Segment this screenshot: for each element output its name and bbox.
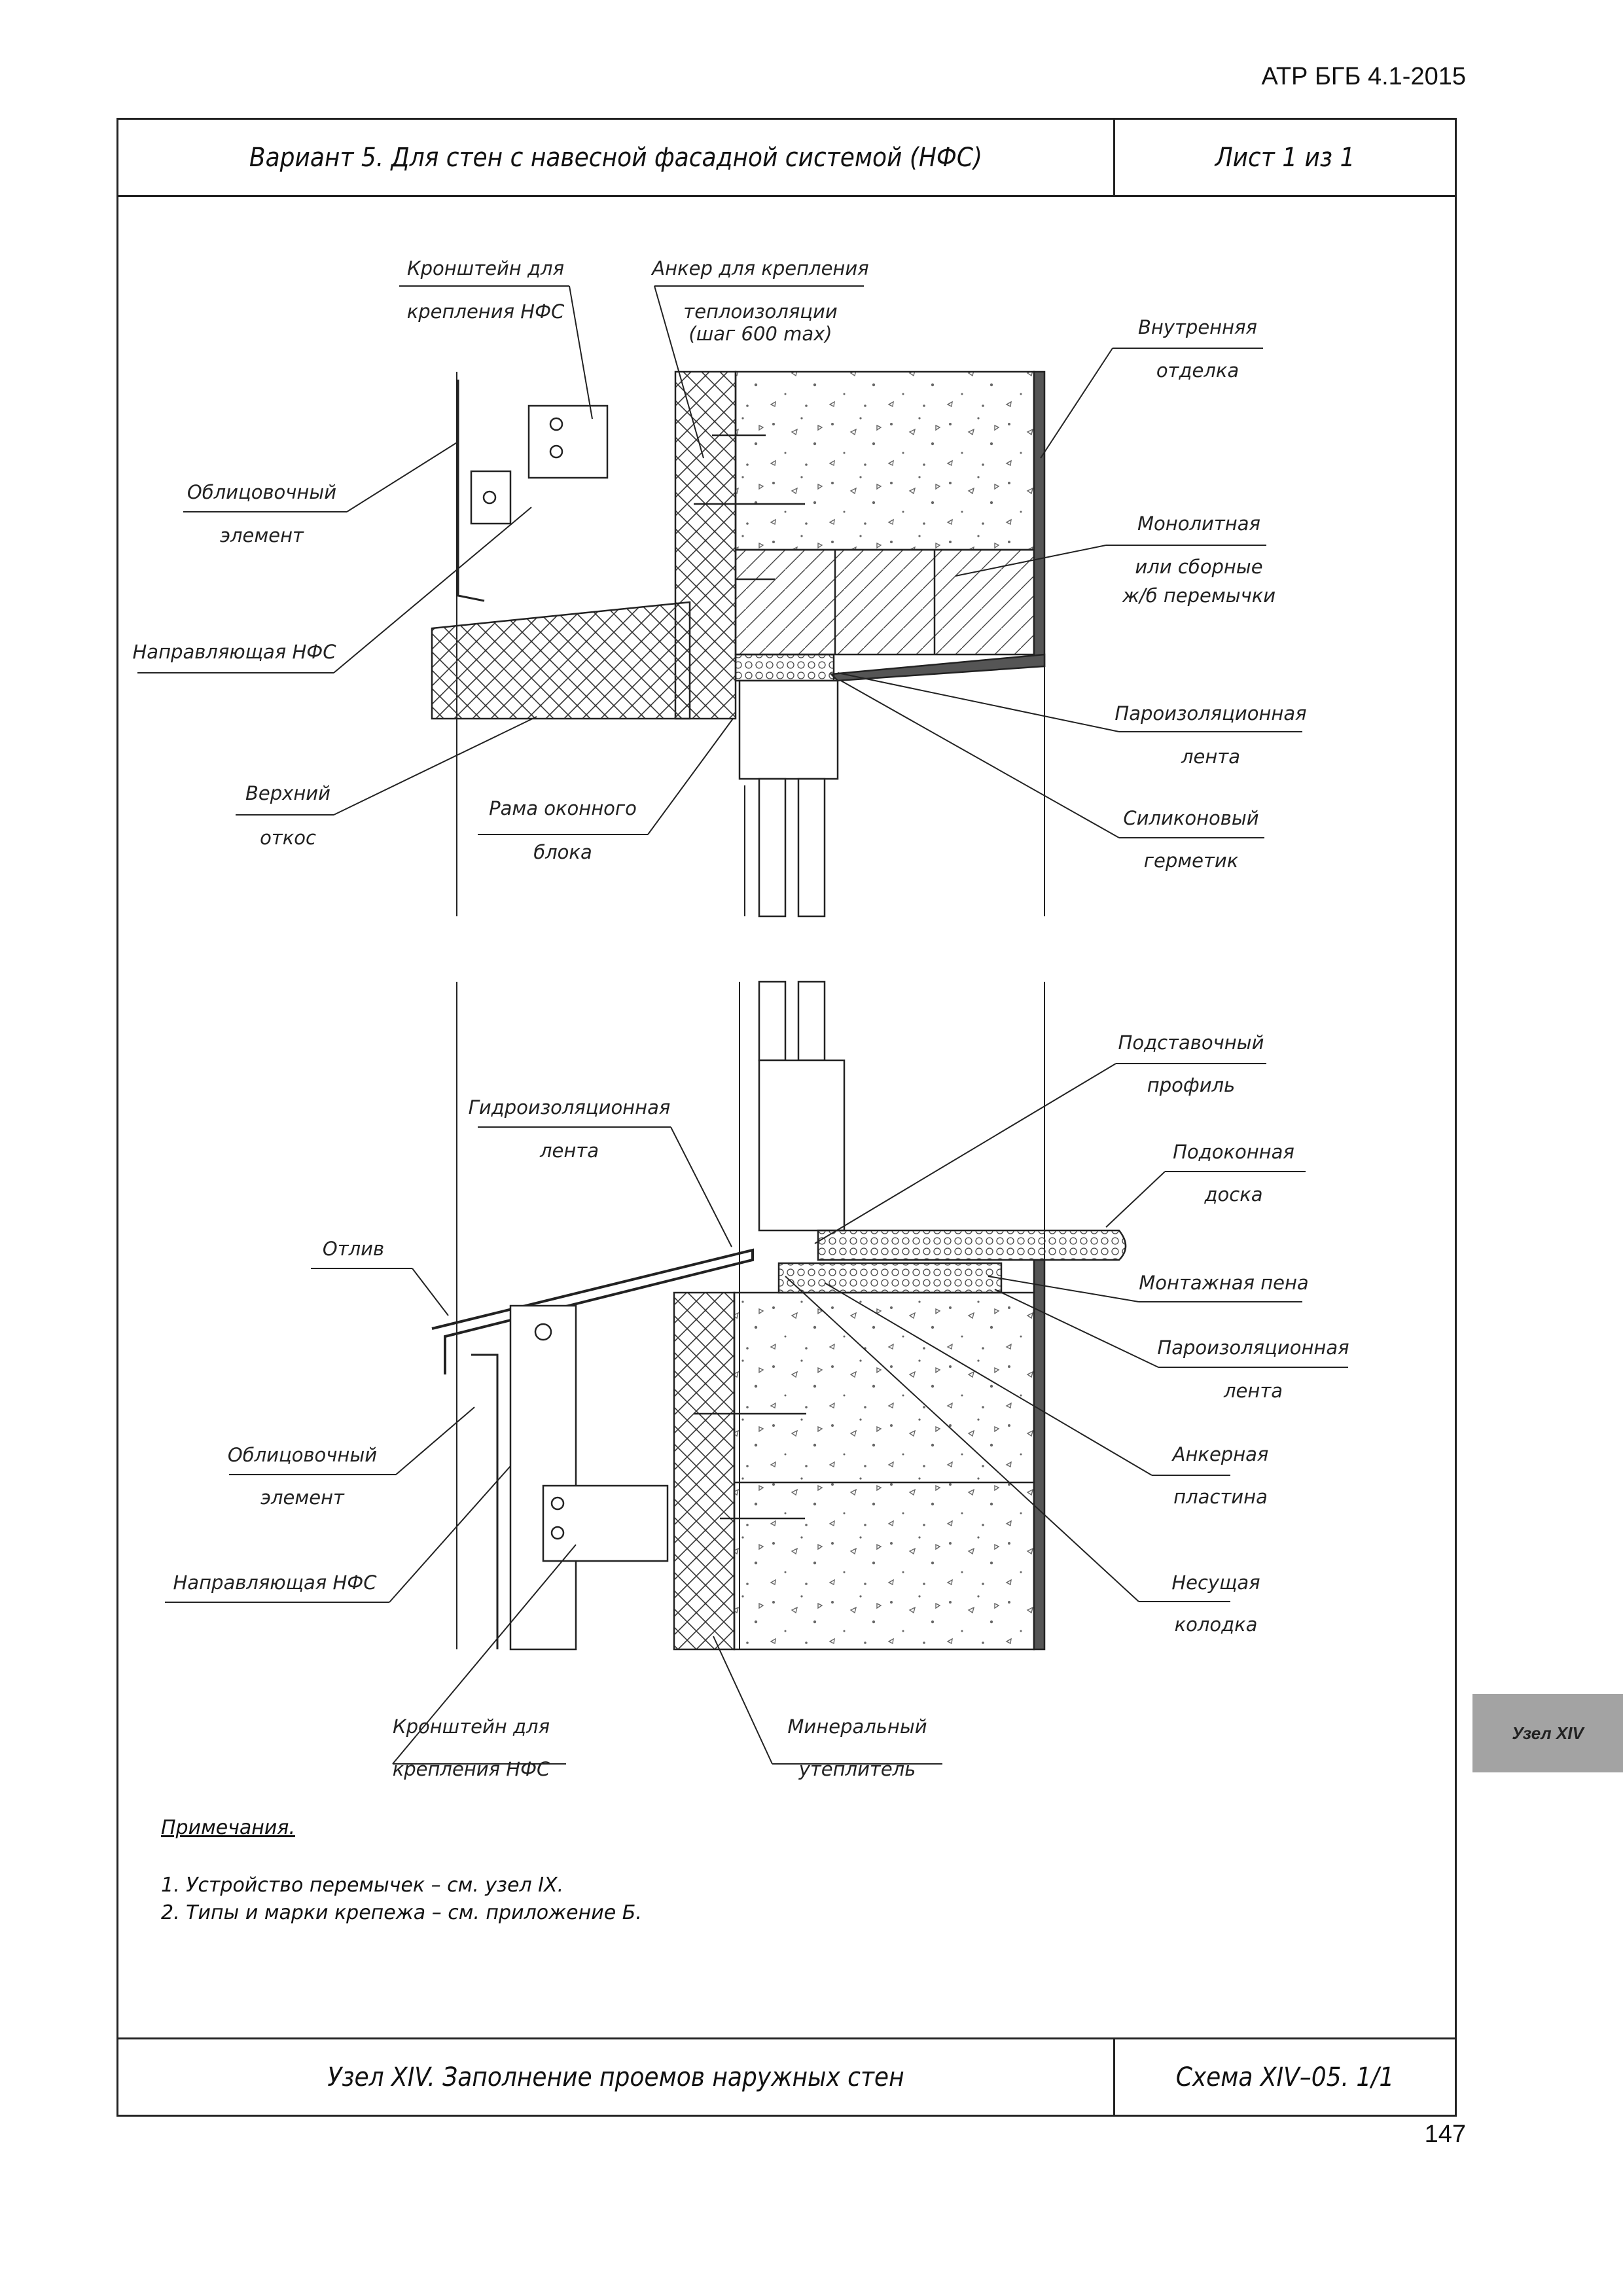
- label-inner-1: Внутренняя: [1138, 316, 1257, 338]
- label-bracket-b-1: Кронштейн для: [392, 1715, 550, 1738]
- section-tab: Узел XIV: [1472, 1694, 1623, 1772]
- inner-finish-top: [1034, 372, 1044, 666]
- label-guide-b: Направляющая НФС: [173, 1571, 377, 1594]
- label-inner-2: отделка: [1156, 359, 1240, 382]
- label-block-1: Несущая: [1171, 1571, 1260, 1594]
- label-cladding-1: Облицовочный: [187, 481, 337, 503]
- footer-title: Узел XIV. Заполнение проемов наружных стен: [327, 2062, 904, 2092]
- notes-title: Примечания.: [161, 1816, 295, 1839]
- label-cladding-2: элемент: [220, 524, 304, 547]
- label-frame-1: Рама оконного: [489, 797, 637, 819]
- label-bracket-2: крепления НФС: [406, 300, 565, 323]
- label-bracket-b-2: крепления НФС: [392, 1758, 550, 1780]
- upper-slope: [432, 602, 690, 719]
- note-item: 2. Типы и марки крепежа – см. приложение Б.: [161, 1901, 642, 1924]
- sheet-number: Лист 1 из 1: [1113, 120, 1455, 195]
- label-upper-2: откос: [260, 827, 316, 849]
- window-frame-top: [740, 681, 838, 779]
- label-mineral-1: Минеральный: [787, 1715, 927, 1738]
- bottom-section: [432, 982, 1126, 1649]
- label-sill-2: доска: [1204, 1183, 1263, 1206]
- window-frame-bottom: [759, 1060, 844, 1230]
- inner-finish-bottom: [1034, 1260, 1044, 1649]
- label-sill-1: Подоконная: [1173, 1141, 1294, 1163]
- label-monolithic-3: ж/б перемычки: [1122, 584, 1276, 607]
- label-guide: Направляющая НФС: [132, 641, 336, 663]
- label-hydro-1: Гидроизоляционная: [468, 1096, 671, 1119]
- label-vapor-b-1: Пароизоляционная: [1157, 1336, 1349, 1359]
- label-cladding-b-2: элемент: [260, 1486, 344, 1509]
- label-anchor-plate-2: пластина: [1173, 1486, 1268, 1508]
- label-anchor-1: Анкер для крепления: [652, 257, 869, 279]
- note-item: 1. Устройство перемычек – см. узел IX.: [161, 1874, 564, 1897]
- label-monolithic-1: Монолитная: [1137, 512, 1260, 535]
- label-drip: Отлив: [322, 1238, 385, 1260]
- label-anchor-3: (шаг 600 max): [688, 323, 832, 345]
- header-title: Вариант 5. Для стен с навесной фасадной системой (НФС): [249, 142, 983, 173]
- window-sill-board: [818, 1230, 1126, 1260]
- scheme-number: Схема XIV–05. 1/1: [1113, 2039, 1455, 2115]
- insulation-bottom: [674, 1293, 734, 1649]
- label-hydro-2: лента: [539, 1139, 599, 1162]
- mounting-foam: [779, 1263, 1001, 1293]
- notes: [161, 1816, 642, 1927]
- concrete-top: [736, 372, 1034, 550]
- label-upper-1: Верхний: [245, 782, 330, 804]
- label-monolithic-2: или сборные: [1135, 556, 1263, 578]
- label-anchor-2: теплоизоляции: [683, 300, 838, 323]
- label-foam: Монтажная пена: [1139, 1272, 1309, 1294]
- label-vapor-1: Пароизоляционная: [1115, 702, 1307, 725]
- label-mineral-2: утеплитель: [798, 1758, 916, 1780]
- label-anchor-plate-1: Анкерная: [1172, 1443, 1269, 1465]
- label-cladding-b-1: Облицовочный: [227, 1444, 378, 1466]
- lintel: [736, 550, 1034, 655]
- label-frame-2: блока: [533, 841, 592, 863]
- label-vapor-b-2: лента: [1223, 1380, 1283, 1402]
- document-code: АТР БГБ 4.1-2015: [1261, 63, 1466, 90]
- label-silicone-1: Силиконовый: [1123, 807, 1259, 829]
- label-vapor-2: лента: [1181, 745, 1241, 768]
- label-support-1: Подставочный: [1118, 1031, 1264, 1054]
- concrete-bottom: [734, 1293, 1034, 1649]
- label-bracket-1: Кронштейн для: [406, 257, 565, 279]
- label-block-2: колодка: [1174, 1613, 1258, 1636]
- label-support-2: профиль: [1147, 1074, 1236, 1096]
- page-number: 147: [1424, 2121, 1466, 2148]
- label-silicone-2: герметик: [1143, 850, 1239, 872]
